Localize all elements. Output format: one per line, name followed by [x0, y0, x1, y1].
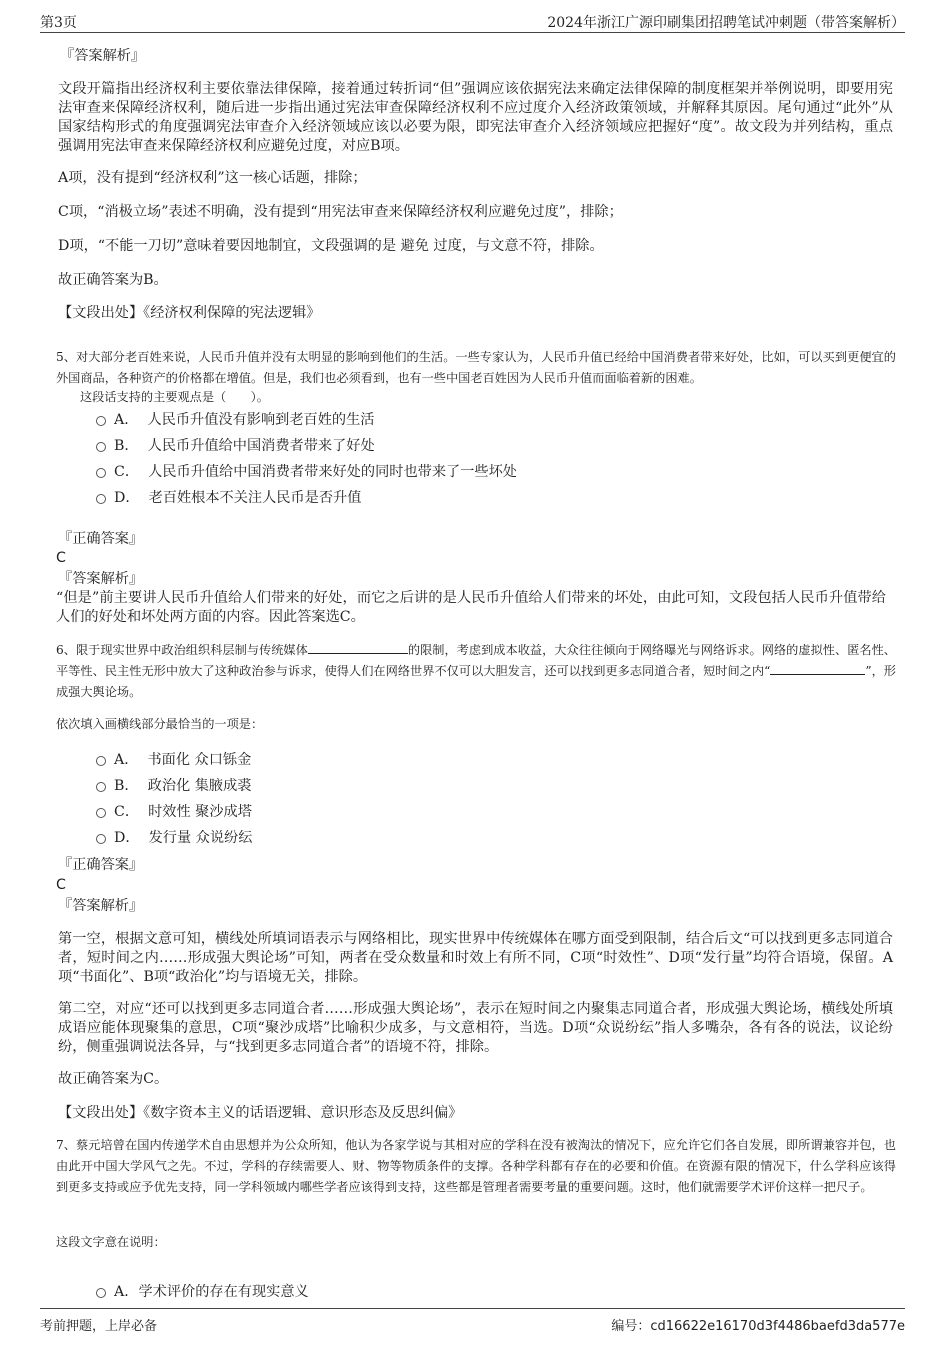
q5-analysis: “但是”前主要讲人民币升值给人们带来的好处，而它之后讲的是人民币升值给人们带来的坏处，由此可知，文段包括人民币升值带给人们的好处和坏处两方面的内容。因此答案选C。: [56, 590, 886, 625]
q6-answer: C: [56, 877, 66, 893]
radio-icon[interactable]: [96, 494, 106, 504]
q5-option-c[interactable]: [96, 461, 517, 483]
page-footer: [40, 1308, 905, 1337]
option-key: C．: [114, 464, 140, 480]
q6-option-a[interactable]: [96, 749, 251, 771]
option-text: 时效性 聚沙成塔: [148, 804, 252, 820]
q6-stem-part3: ”，形成强大舆论场。: [56, 664, 896, 699]
q5-analysis-label: 『答案解析』: [58, 571, 144, 587]
option-text: 人民币升值给中国消费者带来好处的同时也带来了一些坏处: [148, 464, 517, 480]
option-key: C．: [114, 804, 140, 820]
q4-conclusion: 故正确答案为B。: [58, 272, 168, 288]
option-key: A．: [114, 412, 139, 428]
q6-option-d[interactable]: [96, 827, 252, 849]
radio-icon[interactable]: [96, 834, 106, 844]
radio-icon[interactable]: [96, 808, 106, 818]
option-key: B．: [114, 778, 139, 794]
footer-code: [611, 1315, 905, 1334]
radio-icon[interactable]: [96, 756, 106, 766]
footer-code-value: cd16622e16170d3f4486baefd3da577e: [650, 1319, 905, 1334]
page-header: [40, 12, 905, 33]
q7-stem: 7、蔡元培曾在国内传递学术自由思想并为公众所知，他认为各家学说与其相对应的学科在没有被淘汰的情况下，应允许它们各自发展，即所谓兼容并包，也由此开中国大学风气之先。不过，学科的存续需要人、财、物等物质条件的支撑。各种学科都有存在的必要和价值。在资源有限的情况下，什么学科应该得到更多支持或应予优先支持，同一学科领域内哪些学者应该得到支持，这些都是管理者需要考量的重要问题。这时，他们就需要学术评价这样一把尺子。: [56, 1138, 896, 1194]
q6-analysis-paragraph-1: 第一空，根据文意可知，横线处所填词语表示与网络相比，现实世界中传统媒体在哪方面受到限制，结合后文“可以找到更多志同道合者，短时间之内……形成强大舆论场”可知，两者在受众数量和时效上有所不同，C项“时效性”、D项“发行量”均符合语境，保留。A项“书面化”、B项“政治化”均与语境无关，排除。: [58, 931, 893, 985]
q4-analysis-paragraph: 文段开篇指出经济权利主要依靠法律保障，接着通过转折词“但”强调应该依据宪法来确定法律保障的制度框架并举例说明，即要用宪法审查来保障经济权利，随后进一步指出通过宪法审查保障经济权利不应过度介入经济政策领域，并解释其原因。尾句通过“此外”从国家结构形式的角度强调宪法审查介入经济领域应该以必要为限，即宪法审查介入经济领域应把握好“度”。故文段为并列结构，重点强调用宪法审查来保障经济权利应避免过度，对应B项。: [58, 81, 893, 154]
option-key: A．: [114, 1284, 139, 1300]
q4-analysis-label: 『答案解析』: [60, 48, 146, 64]
q4-source: 【文段出处】《经济权利保障的宪法逻辑》: [58, 305, 321, 321]
q4-option-c-analysis: C项，“消极立场”表述不明确，没有提到“用宪法审查来保障经济权利应避免过度”，排除；: [58, 204, 623, 220]
radio-icon[interactable]: [96, 468, 106, 478]
q4-option-a-analysis: A项，没有提到“经济权利”这一核心话题，排除；: [58, 170, 367, 186]
q5-stem: 5、对大部分老百姓来说，人民币升值并没有太明显的影响到他们的生活。一些专家认为，人民币升值已经给中国消费者带来好处，比如，可以买到更便宜的外国商品，各种资产的价格都在增值。但是，我们也必须看到，也有一些中国老百姓因为人民币升值而面临着新的困难。: [56, 350, 896, 385]
q5-answer-label: 『正确答案』: [58, 531, 144, 547]
footer-slogan: 考前押题，上岸必备: [40, 1319, 158, 1334]
option-key: A．: [114, 752, 139, 768]
page-number: 第3页: [40, 15, 77, 31]
q7-question: 这段文字意在说明：: [56, 1235, 166, 1249]
option-key: B．: [114, 438, 139, 454]
option-text: 发行量 众说纷纭: [148, 830, 253, 846]
option-text: 书面化 众口铄金: [147, 752, 252, 768]
document-title: 2024年浙江广源印刷集团招聘笔试冲刺题（带答案解析）: [547, 15, 905, 31]
q7-option-a[interactable]: [96, 1281, 309, 1303]
q6-stem-part1: 6、限于现实世界中政治组织科层制与传统媒体: [56, 643, 308, 657]
radio-icon[interactable]: [96, 442, 106, 452]
q6-conclusion: 故正确答案为C。: [58, 1071, 169, 1087]
q6-analysis-paragraph-2: 第二空，对应“还可以找到更多志同道合者……形成强大舆论场”，表示在短时间之内聚集志同道合者，形成强大舆论场，横线处所填成语应能体现聚集的意思，C项“聚沙成塔”比喻积少成多，与文意相符，当选。D项“众说纷纭”指人多嘴杂，各有各的说法，议论纷纷，侧重强调说法各异，与“找到更多志同道合者”的语境不符，排除。: [58, 1001, 893, 1055]
q6-stem: [56, 640, 896, 703]
q5-question: 这段话支持的主要观点是（ ）。: [80, 390, 269, 404]
q6-source: 【文段出处】《数字资本主义的话语逻辑、意识形态及反思纠偏》: [58, 1105, 463, 1121]
q6-analysis-label: 『答案解析』: [58, 898, 144, 914]
q6-option-b[interactable]: [96, 775, 251, 797]
footer-code-label: 编号：: [611, 1319, 651, 1334]
q5-answer: C: [56, 550, 66, 566]
option-text: 老百姓根本不关注人民币是否升值: [148, 490, 362, 506]
q5-option-d[interactable]: [96, 487, 361, 509]
option-text: 人民币升值没有影响到老百姓的生活: [147, 412, 375, 428]
radio-icon[interactable]: [96, 1288, 106, 1298]
radio-icon[interactable]: [96, 782, 106, 792]
q6-question: 依次填入画横线部分最恰当的一项是：: [56, 717, 264, 731]
q6-answer-label: 『正确答案』: [58, 857, 144, 873]
option-text: 学术评价的存在有现实意义: [138, 1284, 309, 1300]
q5-option-a[interactable]: [96, 409, 374, 431]
blank-line: [308, 641, 408, 654]
q6-option-c[interactable]: [96, 801, 252, 823]
blank-line: [770, 662, 865, 675]
option-key: D．: [114, 830, 140, 846]
option-text: 人民币升值给中国消费者带来了好处: [147, 438, 375, 454]
q6-stem-part2: 的限制，考虑到成本收益，大众往往倾向于网络曝光与网络诉求。网络的虚拟性、匿名性、平等性、民主性无形中放大了这种政治参与诉求，使得人们在网络世界不仅可以大胆发言，还可以找到更多志同道合者，短时间之内“: [56, 643, 896, 678]
option-key: D．: [114, 490, 140, 506]
q5-option-b[interactable]: [96, 435, 375, 457]
q4-option-d-analysis: D项，“不能一刀切”意味着要因地制宜，文段强调的是 避免 过度，与文意不符，排除。: [58, 238, 604, 254]
radio-icon[interactable]: [96, 416, 106, 426]
option-text: 政治化 集腋成裘: [147, 778, 252, 794]
